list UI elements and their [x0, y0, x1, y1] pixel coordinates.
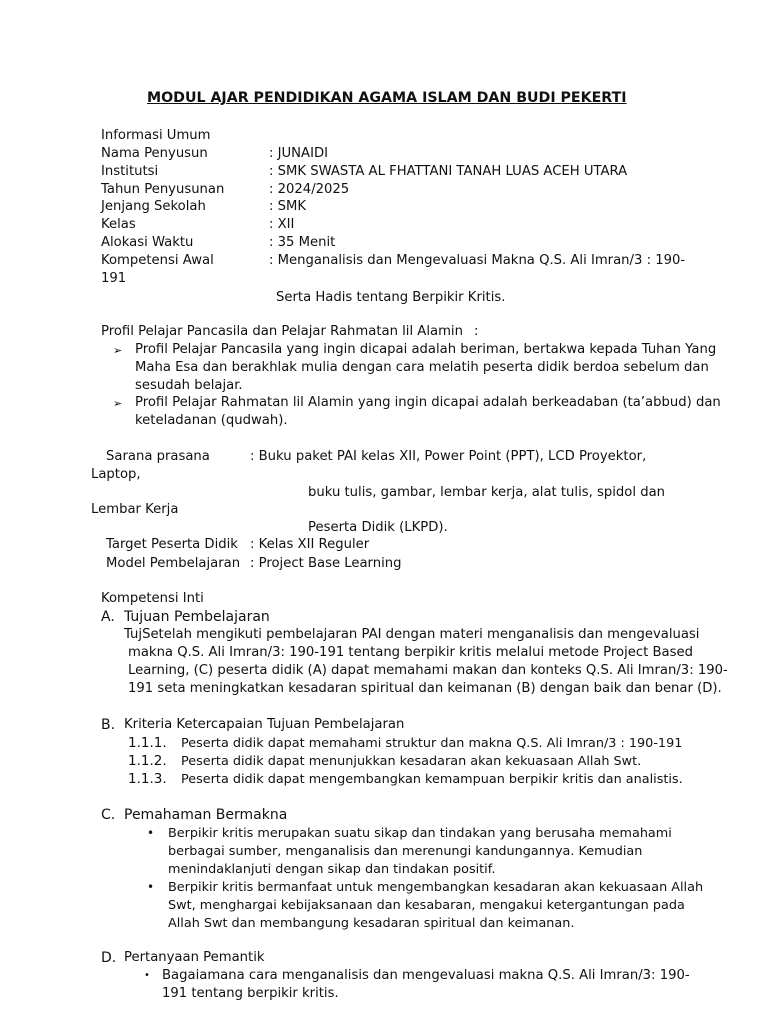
model-value: : Project Base Learning	[250, 556, 402, 571]
profil-item-1-line-1: Profil Pelajar Pancasila yang ingin dicapai adalah beriman, bertakwa kepada Tuhan Yang	[135, 342, 717, 357]
kompetensi-inti-heading: Kompetensi Inti	[101, 591, 204, 606]
sarana-line-3: buku tulis, gambar, lembar kerja, alat tulis, spidol dan	[308, 485, 666, 500]
section-b-heading: Kriteria Ketercapaian Tujuan Pembelajaran	[124, 717, 405, 732]
section-d-heading: Pertanyaan Pemantik	[124, 950, 265, 965]
profil-colon: :	[474, 324, 479, 339]
bullet-dot-icon: •	[147, 826, 155, 840]
question-1-line-2: 191 tentang berpikir kritis.	[162, 986, 339, 1001]
sarana-line-1: : Buku paket PAI kelas XII, Power Point (PPT), LCD Proyektor,	[250, 449, 647, 464]
target-label: Target Peserta Didik	[106, 537, 238, 552]
profil-heading: Profil Pelajar Pancasila dan Pelajar Rahmatan lil Alamin	[101, 324, 463, 339]
understanding-1-line-2: berbagai sumber, menganalisis dan merenungi kandungannya. Kemudian	[168, 844, 643, 859]
info-label-tahun: Tahun Penyusunan	[101, 182, 225, 197]
section-b-letter: B.	[101, 717, 116, 733]
bullet-dot-icon: •	[144, 970, 150, 981]
section-a-letter: A.	[101, 609, 115, 625]
info-value-nama: : JUNAIDI	[269, 146, 328, 161]
sarana-line-5: Peserta Didik (LKPD).	[308, 520, 448, 535]
bullet-dot-icon: •	[147, 880, 155, 894]
profil-item-2-line-2: keteladanan (qudwah).	[135, 413, 288, 428]
understanding-2-line-1: Berpikir kritis bermanfaat untuk mengembangkan kesadaran akan kekuasaan Allah	[168, 880, 704, 895]
criteria-text: Peserta didik dapat menunjukkan kesadaran akan kekuasaan Allah Swt.	[181, 754, 642, 769]
understanding-2-line-2: Swt, menghargai kebijaksanaan dan kesabaran, mengakui ketergantungan pada	[168, 898, 685, 913]
info-value-kelas: : XII	[269, 217, 295, 232]
section-a-line-2: makna Q.S. Ali Imran/3: 190-191 tentang berpikir kritis melalui metode Project Based	[128, 645, 693, 660]
target-value: : Kelas XII Reguler	[250, 537, 370, 552]
arrow-bullet-icon: ➢	[113, 397, 123, 410]
sarana-line-4: Lembar Kerja	[91, 502, 179, 517]
section-a-line-3: Learning, (C) peserta didik (A) dapat memahami makan dan konteks Q.S. Ali Imran/3: 190-	[128, 663, 728, 678]
understanding-1-line-1: Berpikir kritis merupakan suatu sikap dan tindakan yang berusaha memahami	[168, 826, 672, 841]
criteria-text: Peserta didik dapat memahami struktur dan makna Q.S. Ali Imran/3 : 190-191	[181, 736, 683, 751]
sarana-line-2: Laptop,	[91, 467, 141, 482]
info-value-alokasi: : 35 Menit	[269, 235, 336, 250]
info-value-institusi: : SMK SWASTA AL FHATTANI TANAH LUAS ACEH UTARA	[269, 164, 628, 179]
profil-item-1-line-2: Maha Esa dan berakhlak mulia dengan cara melatih peserta didik berdoa sebelum dan	[135, 360, 709, 375]
profil-item-1-line-3: sesudah belajar.	[135, 378, 243, 393]
info-label-jenjang: Jenjang Sekolah	[101, 199, 206, 214]
section-a-heading: Tujuan Pembelajaran	[124, 609, 270, 625]
arrow-bullet-icon: ➢	[113, 344, 123, 357]
info-heading: Informasi Umum	[101, 128, 211, 143]
info-kompetensi-wrap: 191	[101, 271, 127, 286]
sarana-label: Sarana prasana	[106, 449, 210, 464]
understanding-1-line-3: menindaklanjuti dengan sikap dan tindakan positif.	[168, 862, 496, 877]
info-kompetensi-continuation: Serta Hadis tentang Berpikir Kritis.	[276, 290, 506, 305]
section-a-line-4: 191 seta meningkatkan kesadaran spiritual dan keimanan (B) dengan baik dan benar (D).	[128, 681, 722, 696]
criteria-number: 1.1.2.	[128, 753, 167, 769]
info-value-kompetensi: : Menganalisis dan Mengevaluasi Makna Q.S. Ali Imran/3 : 190-	[269, 253, 686, 268]
info-value-jenjang: : SMK	[269, 199, 307, 214]
criteria-text: Peserta didik dapat mengembangkan kemampuan berpikir kritis dan analistis.	[181, 772, 683, 787]
document-title: MODUL AJAR PENDIDIKAN AGAMA ISLAM DAN BUDI PEKERTI	[147, 90, 627, 106]
section-d-letter: D.	[101, 950, 117, 966]
criteria-number: 1.1.1.	[128, 735, 167, 751]
model-label: Model Pembelajaran	[106, 556, 241, 571]
info-value-tahun: : 2024/2025	[269, 182, 350, 197]
info-label-institusi: Institutsi	[101, 164, 159, 179]
info-label-kompetensi: Kompetensi Awal	[101, 253, 214, 268]
understanding-2-line-3: Allah Swt dan membangung kesadaran spiritual dan keimanan.	[168, 916, 575, 931]
info-label-alokasi: Alokasi Waktu	[101, 235, 194, 250]
profil-item-2-line-1: Profil Pelajar Rahmatan lil Alamin yang ingin dicapai adalah berkeadaban (ta’abbud) dan	[135, 395, 721, 410]
info-label-nama: Nama Penyusun	[101, 146, 208, 161]
criteria-number: 1.1.3.	[128, 771, 167, 787]
section-c-letter: C.	[101, 807, 116, 823]
section-a-line-1: TujSetelah mengikuti pembelajaran PAI dengan materi menganalisis dan mengevaluasi	[124, 627, 700, 642]
section-c-heading: Pemahaman Bermakna	[124, 807, 288, 823]
info-label-kelas: Kelas	[101, 217, 136, 232]
question-1-line-1: Bagaiamana cara menganalisis dan mengevaluasi makna Q.S. Ali Imran/3: 190-	[162, 968, 690, 983]
